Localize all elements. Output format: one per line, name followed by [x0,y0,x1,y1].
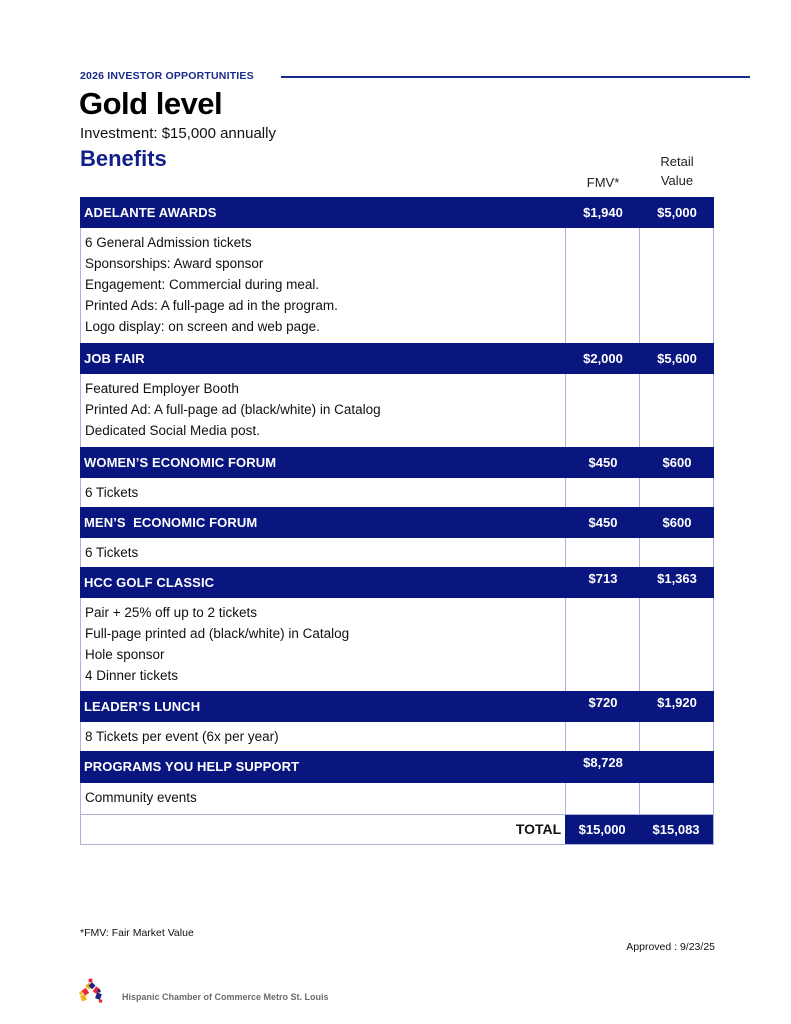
section-header-row [80,197,714,228]
benefits-table [80,197,714,845]
section-body-row [80,228,714,343]
section-items [81,538,565,567]
benefit-item: Hole sponsor [85,647,165,662]
fmv-empty-cell [565,228,639,343]
section-name: MEN’S ECONOMIC FORUM [84,515,258,530]
section-name: LEADER’S LUNCH [84,699,201,714]
logo-dot [99,999,103,1003]
section-items [81,598,565,691]
section-items [81,374,565,447]
section-items [81,478,565,507]
fmv-footnote: *FMV: Fair Market Value [80,927,194,939]
retail-empty-cell [639,598,713,691]
benefit-item: 4 Dinner tickets [85,668,179,683]
section-retail [640,751,714,783]
section-retail: $600 [662,515,692,530]
section-fmv: $450 [588,455,618,470]
retail-empty-cell [639,722,713,751]
section-body-row [80,783,714,814]
section-header-row [80,691,714,722]
section-fmv: $2,000 [583,351,623,366]
section-name: JOB FAIR [84,351,145,366]
benefit-item: Full-page printed ad (black/white) in Catalog [85,626,350,641]
section-body-row [80,538,714,567]
logo-piece [80,994,87,1001]
logo-dot [97,989,100,992]
page-title: Gold level [79,86,223,121]
section-name: ADELANTE AWARDS [84,205,217,220]
benefit-item: Sponsorships: Award sponsor [85,256,264,271]
fmv-empty-cell [565,538,639,567]
fmv-empty-cell [565,478,639,507]
arch-logo-icon [78,978,104,1004]
investment-subtitle: Investment: $15,000 annually [80,125,276,142]
logo-dot [79,991,82,994]
total-row [80,814,714,845]
benefit-item: Featured Employer Booth [85,381,239,396]
section-fmv: $450 [588,515,618,530]
benefit-item: Printed Ad: A full-page ad (black/white) in Catalog [85,402,381,417]
retail-empty-cell [639,783,713,814]
section-items [81,783,565,814]
logo-piece [82,988,90,996]
benefit-item: 8 Tickets per event (6x per year) [85,729,279,744]
benefits-heading: Benefits [80,146,167,171]
section-header-row [80,447,714,478]
section-fmv: $713 [588,571,618,586]
total-fmv: $15,000 [565,815,639,844]
section-body-row [80,478,714,507]
fmv-empty-cell [565,598,639,691]
total-label: TOTAL [515,821,562,837]
section-retail: $1,920 [657,695,697,710]
fmv-empty-cell [565,722,639,751]
benefit-item: Logo display: on screen and web page. [85,319,320,334]
benefit-item: 6 Tickets [85,545,139,560]
section-fmv: $8,728 [583,755,623,770]
section-body-row [80,598,714,691]
section-retail: $5,000 [657,205,697,220]
benefit-item: 6 Tickets [85,485,139,500]
section-items [81,722,565,751]
eyebrow-label: 2026 INVESTOR OPPORTUNITIES [80,70,254,82]
retail-empty-cell [639,538,713,567]
section-body-row [80,374,714,447]
benefit-item: 6 General Admission tickets [85,235,252,250]
section-fmv: $1,940 [583,205,623,220]
section-name: WOMEN’S ECONOMIC FORUM [84,455,277,470]
approved-date: Approved : 9/23/25 [626,941,715,953]
benefit-item: Dedicated Social Media post. [85,423,260,438]
benefit-item: Printed Ads: A full-page ad in the program. [85,298,338,313]
section-header-row [80,751,714,783]
section-retail: $1,363 [657,571,697,586]
eyebrow-rule [281,76,750,78]
section-fmv: $720 [588,695,618,710]
organization-name: Hispanic Chamber of Commerce Metro St. Louis [122,992,329,1002]
retail-empty-cell [639,228,713,343]
benefit-item: Community events [85,790,197,805]
column-header-fmv: FMV* [586,175,620,190]
column-header-retail-line2: Value [660,173,694,188]
retail-empty-cell [639,374,713,447]
section-retail: $5,600 [657,351,697,366]
logo-dot [89,979,93,983]
fmv-empty-cell [565,374,639,447]
benefit-item: Engagement: Commercial during meal. [85,277,320,292]
column-header-retail [640,152,714,190]
section-header-row [80,343,714,374]
total-retail: $15,083 [639,815,713,844]
section-name: PROGRAMS YOU HELP SUPPORT [84,759,300,774]
fmv-empty-cell [565,783,639,814]
section-items [81,228,565,343]
section-body-row [80,722,714,751]
column-header-retail-line1: Retail [660,154,694,169]
section-header-row [80,567,714,598]
section-retail: $600 [662,455,692,470]
benefit-item: Pair + 25% off up to 2 tickets [85,605,257,620]
section-header-row [80,507,714,538]
section-name: HCC GOLF CLASSIC [84,575,215,590]
retail-empty-cell [639,478,713,507]
